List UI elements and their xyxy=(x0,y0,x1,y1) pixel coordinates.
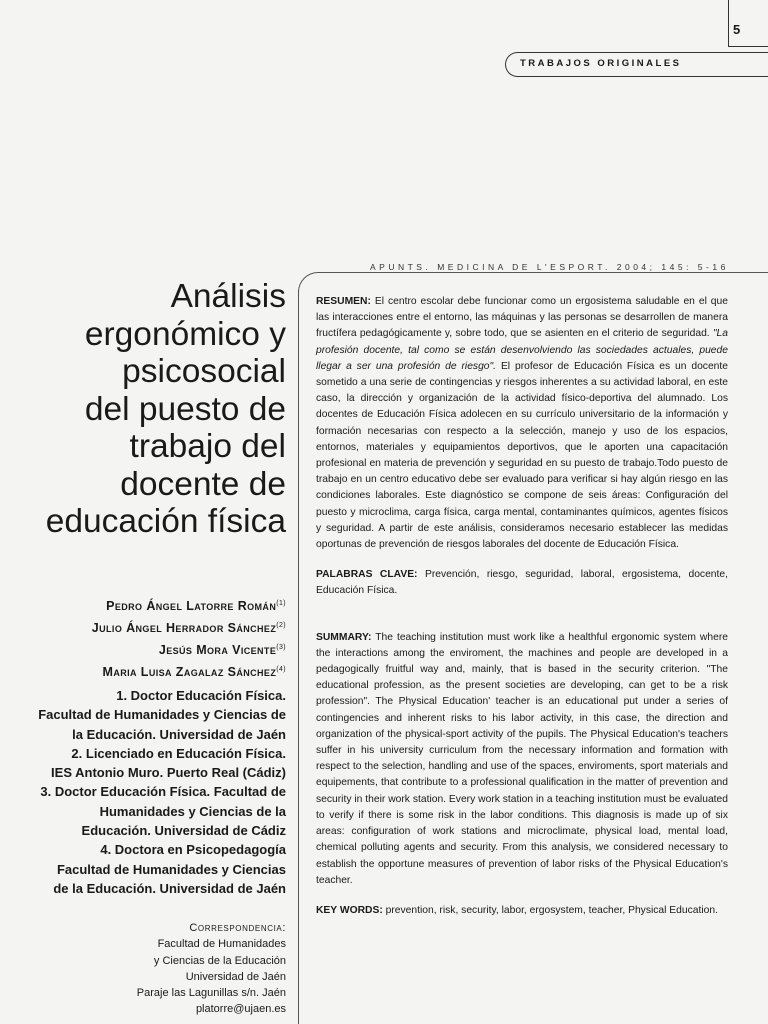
author: Julio Ángel Herrador Sánchez$^{(2)}$ xyxy=(91,621,286,636)
correspondence-line: Facultad de Humanidades xyxy=(157,938,286,951)
corner-rule-horizontal xyxy=(728,46,768,47)
title-line: psicosocial xyxy=(122,353,286,390)
affiliation-line: la Educación. Universidad de Jaén xyxy=(72,726,286,742)
resumen-text: El centro escolar debe funcionar como un ergosistema saludable en el que las interacciones entre el entorno, las máquinas y las personas se desarrollen de manera fructífera pedagógicamente y, sobre todo, que se asienten en el criterio de seguridad. xyxy=(316,296,728,340)
summary-paragraph xyxy=(316,630,728,889)
affiliation-line: Facultad de Humanidades y Ciencias de xyxy=(38,707,286,723)
journal-citation: APUNTS. MEDICINA DE L'ESPORT. 2004; 145: 5-16 xyxy=(370,262,729,272)
section-tag: TRABAJOS ORIGINALES xyxy=(505,52,768,77)
affiliation-line: 2. Licenciado en Educación Física. xyxy=(71,745,286,761)
resumen-paragraph xyxy=(316,294,728,553)
key-words-text: prevention, risk, security, labor, ergosystem, teacher, Physical Education. xyxy=(385,904,718,916)
resumen-label: RESUMEN: xyxy=(316,296,371,307)
author: Maria Luisa Zagalaz Sánchez$^{(4)}$ xyxy=(102,665,286,680)
resumen-text-continued: El profesor de Educación Física es un docente sometido a una serie de contingencias y riesgos inherentes a su actividad laboral, en este caso, la dirección y organización de la actividad físico-deportiva del alumnado. Los docentes de Educación Física adolecen en su currículo universitario de la información y formación necesarias con respecto a la selección, manejo y uso de los espacios, entornos, materiales y equipamientos deportivos, que le aporten una capacitación profesional en materia de prevención y seguridad en su puesto de trabajo.Todo puesto de trabajo en un centro educativo debe ser evaluado para verificar si hay algún riesgo en las condiciones laborales. Este diagnóstico se compone de seis áreas: Configuración del puesto y microclima, carga física, carga mental, contaminantes químicos, agentes físicos y seguridad. A partir de este análisis, consideramos necesario establecer las medidas oportunas de prevención de riesgos laborales del docente de Educación Física. xyxy=(316,360,728,551)
page-number: 5 xyxy=(733,22,742,37)
correspondence-label: Correspondencia: xyxy=(189,922,286,934)
affiliation-line: Humanidades y Ciencias de la xyxy=(99,803,286,819)
correspondence-line: Paraje las Lagunillas s/n. Jaén xyxy=(136,987,286,1000)
palabras-clave-paragraph xyxy=(316,567,728,599)
column-rule-curve xyxy=(298,272,768,296)
column-rule xyxy=(298,290,299,1024)
correspondence-line: Universidad de Jaén xyxy=(185,970,286,983)
abstract-column xyxy=(316,294,728,919)
correspondence xyxy=(60,920,286,1018)
correspondence-line: y Ciencias de la Educación xyxy=(153,954,286,967)
affiliation-line: Educación. Universidad de Cádiz xyxy=(81,823,286,839)
affiliation-line: 3. Doctor Educación Física. Facultad de xyxy=(40,784,286,800)
summary-text: The teaching institution must work like a healthful ergonomic system where the interactions among the enviroment, the machines and people are developed in a pedagogically fruitful way and, mainly, that is based in the security criterion. "The educational profession, as the present societies are developing, can get to be a risk profession". The Physical Education' teacher is an educational put under a series of contingencies and inherent risks to his labor activity, in this case, the direction and organization of the physical-sport activity of the pupils. The Physical Education's teachers suffer in his university curriculum from the necessary information and formation with respect to the selection, handling and use of the spaces, enviroments, sport materials and equipements, that contribute to a professional qualification in the matter of prevention and security in their work station. Every work station in a teaching institution must be evaluated to verify if there is some risk in the labor conditions. This diagnosis is made up of six areas: configuration of work stations and microclimate, physical load, mental load, chemical polluting agents and security. From this analysis, we considered necessary to establish the opportune measures of prevention of labor risks of the Physical Education's teacher. xyxy=(316,631,728,886)
title-line: ergonómico y xyxy=(84,315,286,353)
affiliation-line: 1. Doctor Educación Física. xyxy=(116,688,286,703)
correspondence-email[interactable]: platorre@ujaen.es xyxy=(195,1003,286,1016)
title-line: del puesto de xyxy=(84,390,286,428)
author: Pedro Ángel Latorre Román$^{(1)}$ xyxy=(106,599,286,614)
title-line: educación física xyxy=(45,503,286,540)
key-words-label: KEY WORDS: xyxy=(316,904,383,916)
affiliation-line: Facultad de Humanidades y Ciencias xyxy=(56,861,286,877)
summary-label: SUMMARY: xyxy=(316,631,372,643)
palabras-clave-text: Prevención, riesgo, seguridad, laboral, ergosistema, docente, Educación Física. xyxy=(316,569,728,597)
corner-rule-vertical xyxy=(728,0,729,46)
affiliation-line: de la Educación. Universidad de Jaén xyxy=(53,880,286,896)
palabras-clave-label: PALABRAS CLAVE: xyxy=(316,569,418,581)
author: Jesús Mora Vicente$^{(3)}$ xyxy=(158,643,286,658)
resumen-quote: "La profesión docente, tal como se están desenvolviendo las sociedades actuales, puede llegar a ser una profesión de riesgo". xyxy=(316,328,728,372)
article-title xyxy=(10,278,286,541)
affiliation-line: 4. Doctora en Psicopedagogía xyxy=(100,842,286,858)
title-line: trabajo del xyxy=(129,428,286,465)
title-line: docente de xyxy=(120,465,286,503)
affiliations xyxy=(6,686,286,898)
title-line: Análisis xyxy=(170,278,286,315)
author-list xyxy=(10,594,286,683)
key-words-paragraph xyxy=(316,903,728,919)
affiliation-line: IES Antonio Muro. Puerto Real (Cádiz) xyxy=(51,765,286,781)
